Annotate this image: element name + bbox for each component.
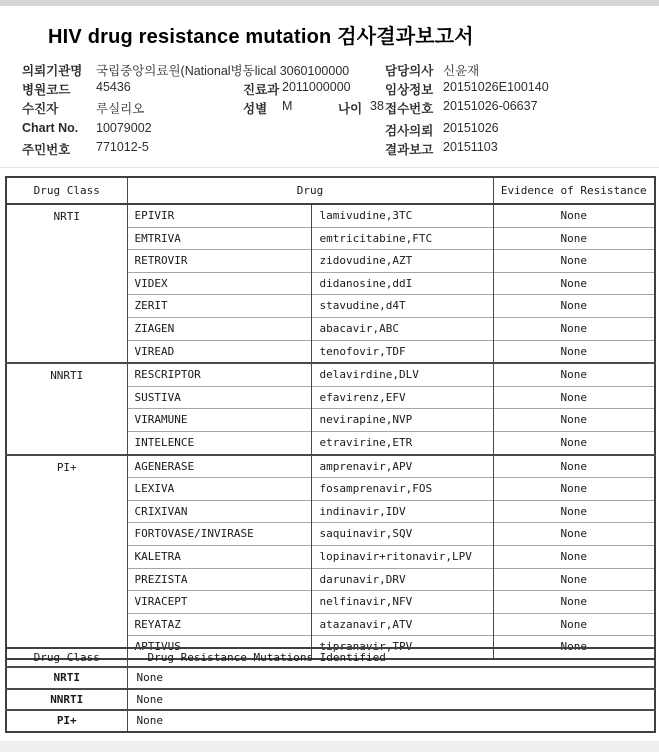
drug-brand-cell: FORTOVASE/INVIRASE	[127, 523, 311, 546]
info-label: 의뢰기관명	[22, 64, 83, 78]
info-value: 45436	[96, 80, 131, 94]
drug-brand-cell: ZERIT	[127, 295, 311, 318]
drug-brand-cell: RETROVIR	[127, 250, 311, 273]
info-label: 결과보고	[385, 143, 434, 157]
mutations-cell: None	[127, 710, 655, 732]
drug-generic-cell: nevirapine,NVP	[311, 409, 493, 432]
drug-generic-cell: atazanavir,ATV	[311, 613, 493, 636]
drug-class-cell: NNRTI	[6, 689, 127, 711]
table-header-row	[6, 177, 655, 204]
drug-brand-cell: VIREAD	[127, 340, 311, 363]
evidence-cell: None	[493, 295, 655, 318]
info-value: M	[282, 99, 293, 113]
drug-brand-cell: EMTRIVA	[127, 227, 311, 250]
info-label: 병원코드	[22, 83, 71, 97]
drug-resistance-table	[5, 176, 656, 660]
drug-class-cell: PI+	[6, 455, 127, 659]
section-divider	[0, 167, 659, 168]
info-value: 신윤재	[443, 64, 480, 78]
info-label: 담당의사	[385, 64, 434, 78]
evidence-cell: None	[493, 227, 655, 250]
column-header-drug-class: Drug Class	[6, 177, 127, 204]
info-value: 10079002	[96, 121, 152, 135]
drug-generic-cell: etravirine,ETR	[311, 431, 493, 454]
drug-generic-cell: zidovudine,AZT	[311, 250, 493, 273]
table-row	[6, 710, 655, 732]
info-value: 38	[370, 99, 384, 113]
evidence-cell: None	[493, 204, 655, 227]
mutations-table	[5, 647, 656, 733]
info-row	[0, 79, 659, 98]
drug-generic-cell: amprenavir,APV	[311, 455, 493, 478]
drug-generic-cell: indinavir,IDV	[311, 500, 493, 523]
drug-class-cell: PI+	[6, 710, 127, 732]
info-label: 주민번호	[22, 143, 71, 157]
evidence-cell: None	[493, 363, 655, 386]
evidence-cell: None	[493, 250, 655, 273]
drug-brand-cell: VIRAMUNE	[127, 409, 311, 432]
evidence-cell: None	[493, 545, 655, 568]
info-label: 접수번호	[385, 102, 434, 116]
drug-generic-cell: nelfinavir,NFV	[311, 591, 493, 614]
drug-generic-cell: didanosine,ddI	[311, 272, 493, 295]
evidence-cell: None	[493, 478, 655, 501]
drug-brand-cell: EPIVIR	[127, 204, 311, 227]
info-label: 검사의뢰	[385, 124, 434, 138]
info-value: 2011000000	[282, 80, 351, 94]
table-row	[6, 363, 655, 386]
evidence-cell: None	[493, 455, 655, 478]
info-value: 20151026-06637	[443, 99, 538, 113]
drug-brand-cell: LEXIVA	[127, 478, 311, 501]
evidence-cell: None	[493, 613, 655, 636]
info-label: 성별	[243, 102, 268, 116]
evidence-cell: None	[493, 431, 655, 454]
drug-generic-cell: lopinavir+ritonavir,LPV	[311, 545, 493, 568]
drug-brand-cell: PREZISTA	[127, 568, 311, 591]
drug-generic-cell: tenofovir,TDF	[311, 340, 493, 363]
info-value: 20151026E100140	[443, 80, 549, 94]
table-row	[6, 689, 655, 711]
drug-generic-cell: efavirenz,EFV	[311, 386, 493, 409]
info-value: 국립중앙의료원(National병동lical 3060100000	[96, 64, 350, 78]
column-header-mutations: Drug Resistance Mutations Identified	[127, 648, 655, 667]
drug-generic-cell: abacavir,ABC	[311, 317, 493, 340]
drug-generic-cell: tipranavir,TPV	[311, 636, 493, 659]
window-top-bar	[0, 0, 659, 6]
drug-generic-cell: darunavir,DRV	[311, 568, 493, 591]
evidence-cell: None	[493, 523, 655, 546]
info-row	[0, 139, 659, 158]
drug-brand-cell: KALETRA	[127, 545, 311, 568]
patient-info-block	[0, 60, 659, 158]
drug-generic-cell: stavudine,d4T	[311, 295, 493, 318]
page-title: HIV drug resistance mutation 검사결과보고서	[48, 26, 474, 48]
evidence-cell: None	[493, 340, 655, 363]
evidence-cell: None	[493, 272, 655, 295]
info-value: 20151026	[443, 121, 499, 135]
evidence-cell: None	[493, 636, 655, 659]
drug-class-cell: NRTI	[6, 667, 127, 689]
drug-brand-cell: VIRACEPT	[127, 591, 311, 614]
drug-brand-cell: INTELENCE	[127, 431, 311, 454]
info-value: 루실리오	[96, 102, 145, 116]
drug-brand-cell: VIDEX	[127, 272, 311, 295]
drug-brand-cell: RESCRIPTOR	[127, 363, 311, 386]
drug-brand-cell: REYATAZ	[127, 613, 311, 636]
info-row	[0, 98, 659, 117]
drug-generic-cell: saquinavir,SQV	[311, 523, 493, 546]
info-label: 임상정보	[385, 83, 434, 97]
evidence-cell: None	[493, 591, 655, 614]
column-header-drug-class: Drug Class	[6, 648, 127, 667]
drug-brand-cell: AGENERASE	[127, 455, 311, 478]
drug-brand-cell: CRIXIVAN	[127, 500, 311, 523]
evidence-cell: None	[493, 386, 655, 409]
info-value: 771012-5	[96, 140, 149, 154]
column-header-drug: Drug	[127, 177, 493, 204]
evidence-cell: None	[493, 568, 655, 591]
info-value: 20151103	[443, 140, 498, 154]
table-header-row	[6, 648, 655, 667]
mutations-cell: None	[136, 671, 163, 685]
drug-brand-cell: APTIVUS	[127, 636, 311, 659]
info-label: Chart No.	[22, 121, 79, 135]
table-row	[6, 667, 655, 689]
mutations-cell: None	[127, 689, 655, 711]
info-label: 진료과	[243, 83, 280, 97]
drug-brand-cell: ZIAGEN	[127, 317, 311, 340]
evidence-cell: None	[493, 500, 655, 523]
info-row	[0, 60, 659, 79]
window-bottom-bar	[0, 741, 659, 752]
drug-generic-cell: lamivudine,3TC	[311, 204, 493, 227]
info-label: 수진자	[22, 102, 59, 116]
table-row	[6, 455, 655, 478]
drug-generic-cell: delavirdine,DLV	[311, 363, 493, 386]
table-row	[6, 204, 655, 227]
drug-generic-cell: fosamprenavir,FOS	[311, 478, 493, 501]
column-header-evidence: Evidence of Resistance	[493, 177, 655, 204]
drug-brand-cell: SUSTIVA	[127, 386, 311, 409]
info-label: 나이	[338, 102, 363, 116]
drug-generic-cell: emtricitabine,FTC	[311, 227, 493, 250]
drug-class-cell: NRTI	[6, 204, 127, 363]
drug-class-cell: NNRTI	[6, 363, 127, 454]
info-row	[0, 120, 659, 139]
evidence-cell: None	[493, 409, 655, 432]
evidence-cell: None	[493, 317, 655, 340]
